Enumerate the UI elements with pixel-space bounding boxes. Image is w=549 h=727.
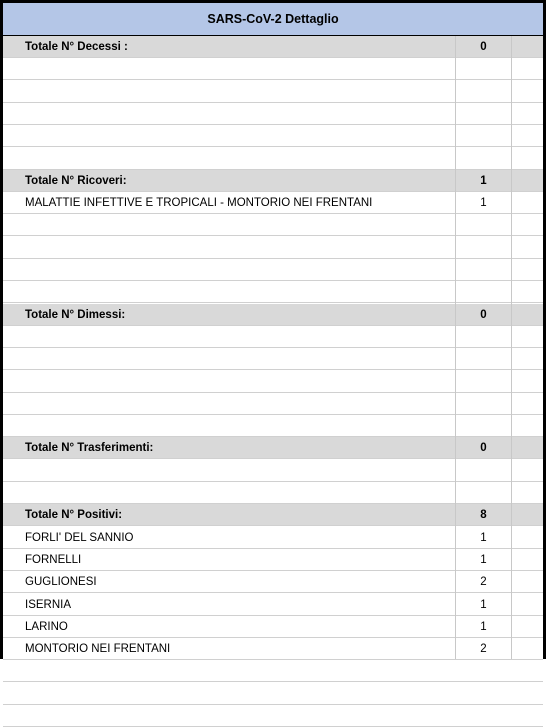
section-header-row: [3, 36, 543, 58]
empty-row: [3, 348, 543, 370]
row-value: [455, 482, 512, 504]
empty-row: [3, 214, 543, 236]
empty-row: [3, 683, 543, 705]
row-label: Totale N° Trasferimenti:: [25, 442, 154, 455]
empty-row: [3, 103, 543, 125]
empty-row: [3, 125, 543, 147]
row-value: 1: [480, 598, 487, 611]
section-header-row: [3, 304, 543, 326]
empty-row: [3, 58, 543, 80]
table-row: [3, 616, 543, 638]
empty-row: [3, 371, 543, 393]
empty-row: [3, 148, 543, 170]
row-value: 0: [480, 442, 487, 455]
title-bar: [3, 3, 543, 36]
row-label: MALATTIE INFETTIVE E TROPICALI - MONTORIO NEI FRENTANI: [25, 197, 373, 210]
row-label: MONTORIO NEI FRENTANI: [25, 643, 171, 656]
row-label: Totale N° Positivi:: [25, 509, 123, 522]
row-value: 8: [480, 509, 487, 522]
row-value: [455, 460, 512, 482]
empty-row: [3, 705, 543, 727]
empty-row: [3, 460, 543, 482]
section-header-row: [3, 170, 543, 192]
row-value: [455, 683, 512, 705]
table-row: [3, 594, 543, 616]
row-value: [455, 81, 512, 103]
row-value: 2: [480, 576, 487, 589]
empty-row: [3, 81, 543, 103]
row-label: FORLI' DEL SANNIO: [25, 531, 134, 544]
row-value: [455, 237, 512, 259]
row-label: GUGLIONESI: [25, 576, 97, 589]
section-header-row: [3, 504, 543, 526]
row-value: [455, 348, 512, 370]
row-value: [455, 259, 512, 281]
table-row: [3, 192, 543, 214]
row-value: [455, 415, 512, 437]
row-value: [455, 705, 512, 727]
row-value: 1: [480, 174, 487, 187]
sheet-title: SARS-CoV-2 Dettaglio: [207, 12, 339, 26]
row-value: [455, 58, 512, 80]
section-header-row: [3, 437, 543, 459]
row-label: Totale N° Dimessi:: [25, 308, 126, 321]
row-label: ISERNIA: [25, 598, 72, 611]
row-label: Totale N° Ricoveri:: [25, 174, 127, 187]
row-value: 2: [480, 643, 487, 656]
empty-row: [3, 281, 543, 303]
empty-row: [3, 326, 543, 348]
row-label: FORNELLI: [25, 553, 82, 566]
table-row: [3, 571, 543, 593]
row-value: [455, 281, 512, 303]
column-divider: [455, 36, 456, 659]
empty-row: [3, 259, 543, 281]
row-value: [455, 148, 512, 170]
left-border: [0, 0, 3, 659]
row-label: LARINO: [25, 620, 68, 633]
empty-row: [3, 237, 543, 259]
row-value: 0: [480, 308, 487, 321]
table-row: [3, 638, 543, 660]
row-value: [455, 125, 512, 147]
row-value: [455, 660, 512, 682]
row-value: [455, 214, 512, 236]
row-value: [455, 371, 512, 393]
empty-row: [3, 415, 543, 437]
empty-row: [3, 393, 543, 415]
empty-row: [3, 482, 543, 504]
row-value: 1: [480, 620, 487, 633]
row-value: [455, 326, 512, 348]
row-value: 0: [480, 41, 487, 53]
column-divider: [511, 36, 512, 659]
row-label: Totale N° Decessi :: [25, 41, 128, 53]
row-value: [455, 393, 512, 415]
row-value: 1: [480, 531, 487, 544]
row-value: 1: [480, 553, 487, 566]
row-value: [455, 103, 512, 125]
right-border: [543, 0, 546, 659]
row-value: 1: [480, 197, 487, 210]
table-row: [3, 527, 543, 549]
top-border: [0, 0, 546, 3]
empty-row: [3, 660, 543, 682]
table-row: [3, 549, 543, 571]
